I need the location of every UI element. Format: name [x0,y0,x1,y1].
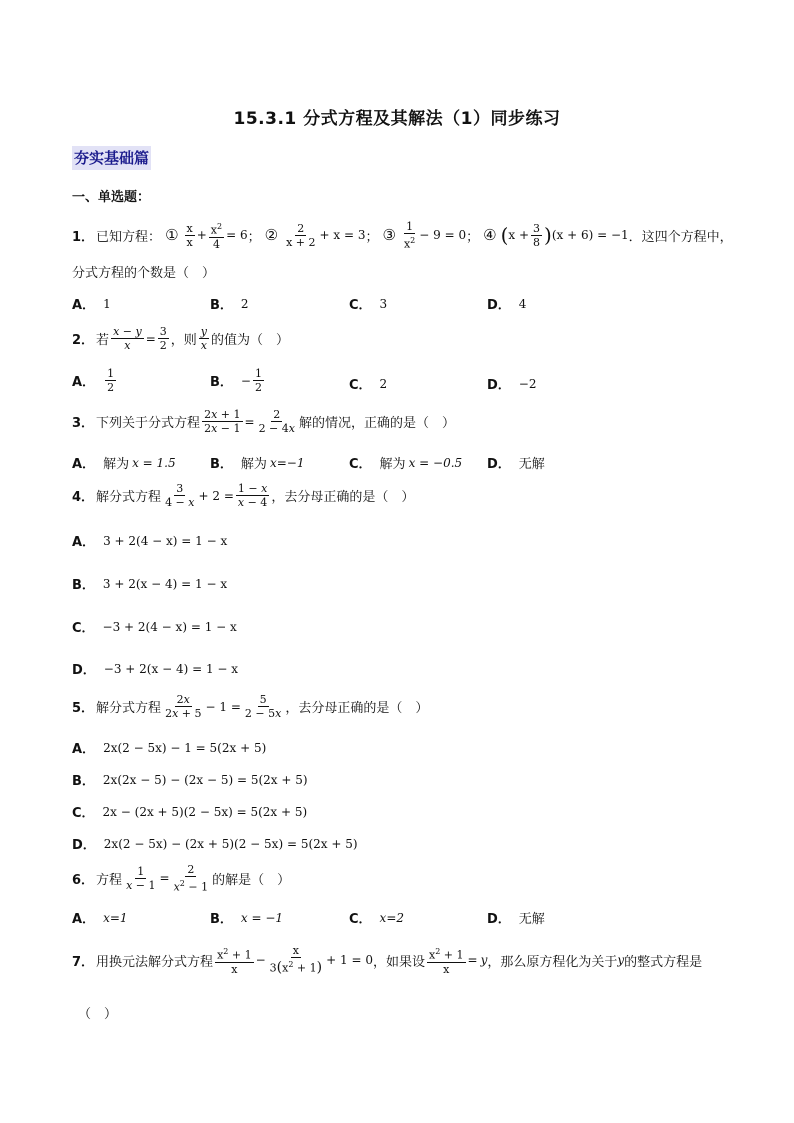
option-c[interactable]: C． x=2 [349,910,405,927]
question-text: 若 [96,333,110,348]
option-b[interactable]: B． 2 [210,296,249,313]
question-text: 解分式方程 [96,490,162,505]
question-text-tail: ，去分母正确的是（ ） [271,490,415,505]
option-c[interactable]: C． 解为 x = −0.5 [349,455,463,472]
equation-1: $\frac{x}{x}$ + $\frac{x^2}{4}$ = 6 [186,221,248,251]
section-tag: 夯实基础篇 [72,146,151,170]
equation-3: $\frac{1}{x^2}$ − 9 = 0 [403,220,467,251]
question-text-tail: 的整式方程是 [624,954,703,970]
question-text-mid: ，如果设 [372,954,425,970]
question-text-mid2: ，那么原方程化为关于 [487,954,618,970]
question-number: 2． [72,333,95,348]
equation: $\frac{3}{4 - x}$ + 2 = $\frac{1 - x}{x - 4}$ [165,482,268,509]
option-a[interactable]: A． x=1 [72,910,128,927]
option-d[interactable]: D． 4 [487,296,527,313]
option-b[interactable]: B． x = −1 [210,910,284,927]
question-text: 用换元法解分式方程 [96,954,214,970]
option-a[interactable]: A． 1 [72,296,111,313]
equation: $\frac{2x}{2x + 5}$ − 1 = $\frac{5}{2 - 5x}$ [165,693,282,720]
option-c[interactable]: C． 3 [349,296,388,313]
question-text-tail: ．这四个方程中， [628,229,733,245]
question-number: 1． [72,229,95,245]
circled-4: ④ [483,226,497,245]
question-number: 4． [72,490,95,505]
circled-1: ① [165,226,179,245]
equation-2: $\frac{2}{x + 2}$ + x = 3 [286,221,366,249]
option-b[interactable]: B． − $\frac{1}{2}$ [210,367,262,394]
option-a[interactable]: A． 3 + 2(4 − x) = 1 − x [72,533,228,550]
question-number: 3． [72,416,95,431]
page-title: 15.3.1 分式方程及其解法（1）同步练习 [233,109,561,129]
question-text-tail: 解的情况，正确的是（ ） [299,416,456,431]
equation-4: ( x + $\frac{3}{8}$ ) (x + 6) = −1 [500,221,629,249]
question-text-tail: 的值为（ ） [211,333,290,348]
question-3 [72,408,455,435]
question-text-tail: ，去分母正确的是（ ） [285,701,429,716]
question-6 [72,863,290,894]
question-text: 已知方程： [96,229,162,245]
option-d[interactable]: D． −3 + 2(x − 4) = 1 − x [72,661,239,678]
equation: $\frac{x^2 + 1}{x}$ − $\frac{x}{3(x^2 + 1)}$ + 1 = 0 [217,944,373,976]
option-b[interactable]: B． 解为 x=−1 [210,455,305,472]
question-7-line-2: （ ） [78,1007,118,1022]
question-2: 2． 若 $\frac{x - y}{x}$ = $\frac{3}{2}$ ，则 $\frac{y}{x}$ 的值为（ ） [72,325,290,352]
question-1-line-2: 分式方程的个数是（ ） [72,266,216,281]
question-number: 6． [72,872,95,888]
option-a[interactable]: A． $\frac{1}{2}$ [72,367,115,394]
equation: $\frac{1}{x - 1}$ = $\frac{2}{x^2 - 1}$ [126,863,209,894]
question-text-tail: 的解是（ ） [212,872,291,888]
option-d[interactable]: D． −2 [487,376,537,393]
question-7 [72,944,702,977]
question-text: 方程 [96,872,123,888]
option-d[interactable]: D． 2x(2 − 5x) − (2x + 5)(2 − 5x) = 5(2x + 5) [72,836,358,853]
circled-3: ③ [382,226,396,245]
question-1: 1． 已知方程： ① $\frac{x}{x}$ + $\frac{x^2}{4}$ = 6 ； ② $\frac{2}{x + 2}$ + x = 3 ； ③ $\frac{1}{x^2}$ − 9 = 0 ； ④ ( x + $\frac{3}{8}$ ) (x + 6) = −1 ．这四个方程中， [72,220,733,251]
question-number: 5． [72,701,95,716]
option-c[interactable]: C． 2 [349,376,388,393]
section-heading: 一、单选题： [72,190,151,205]
question-text: 解分式方程 [96,701,162,716]
equation: $\frac{x - y}{x}$ = $\frac{3}{2}$ [113,325,167,352]
option-b[interactable]: B． 2x(2x − 5) − (2x − 5) = 5(2x + 5) [72,772,308,789]
question-text: 下列关于分式方程 [96,416,201,431]
option-c[interactable]: C． −3 + 2(4 − x) = 1 − x [72,619,237,636]
equation: $\frac{2x + 1}{2x - 1}$ = $\frac{2}{2 - 4x}$ [204,408,295,435]
question-text-mid: ，则 [170,333,197,348]
question-number: 7． [72,954,95,970]
variable-y: y [617,953,625,968]
option-a[interactable]: A． 解为 x = 1.5 [72,455,176,472]
option-d[interactable]: D． 无解 [487,457,545,472]
option-c[interactable]: C． 2x − (2x + 5)(2 − 5x) = 5(2x + 5) [72,804,308,821]
option-d[interactable]: D． 无解 [487,912,545,927]
substitution: $\frac{x^2 + 1}{x}$ = y [428,947,488,976]
circled-2: ② [264,226,279,245]
question-5 [72,693,428,720]
option-a[interactable]: A． 2x(2 − 5x) − 1 = 5(2x + 5) [72,740,267,757]
question-4 [72,482,414,509]
option-b[interactable]: B． 3 + 2(x − 4) = 1 − x [72,576,228,593]
